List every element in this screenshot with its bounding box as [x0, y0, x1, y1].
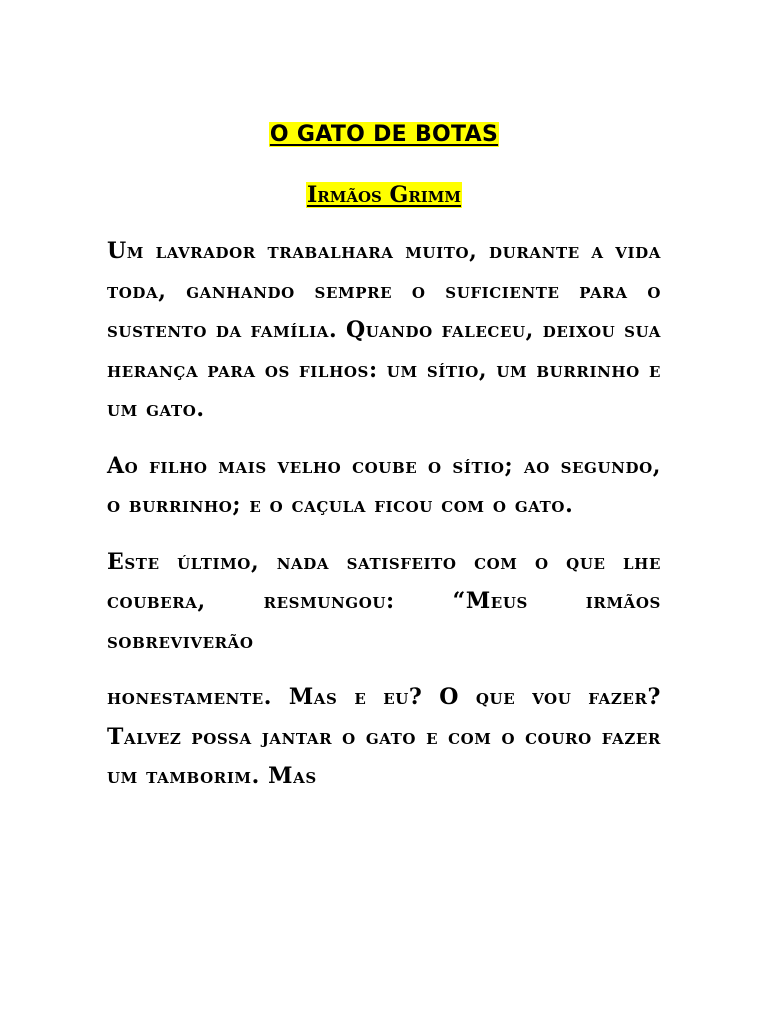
- paragraph-1: Um lavrador trabalhara muito, durante a vida toda, ganhando sempre o suficiente para o sustento da família. Quando faleceu, deixou sua herança para os filhos: um sítio, um burrinho e um gato.: [107, 238, 661, 422]
- paragraph-2: Ao filho mais velho coube o sítio; ao segundo, o burrinho; e o caçula ficou com o gato.: [107, 452, 661, 518]
- paragraph-4: honestamente. Mas e eu? O que vou fazer? Talvez possa jantar o gato e com o couro fazer um tamborim. Mas: [107, 684, 661, 789]
- document-title-line: [0, 122, 768, 147]
- document-author-line: [0, 182, 768, 208]
- paragraph-3: Este último, nada satisfeito com o que lhe coubera, resmungou: “Meus irmãos sobreviverão: [107, 548, 661, 654]
- document-body: [107, 232, 661, 797]
- document-title: O GATO DE BOTAS: [269, 122, 499, 147]
- document-author: Irmãos Grimm: [306, 182, 462, 208]
